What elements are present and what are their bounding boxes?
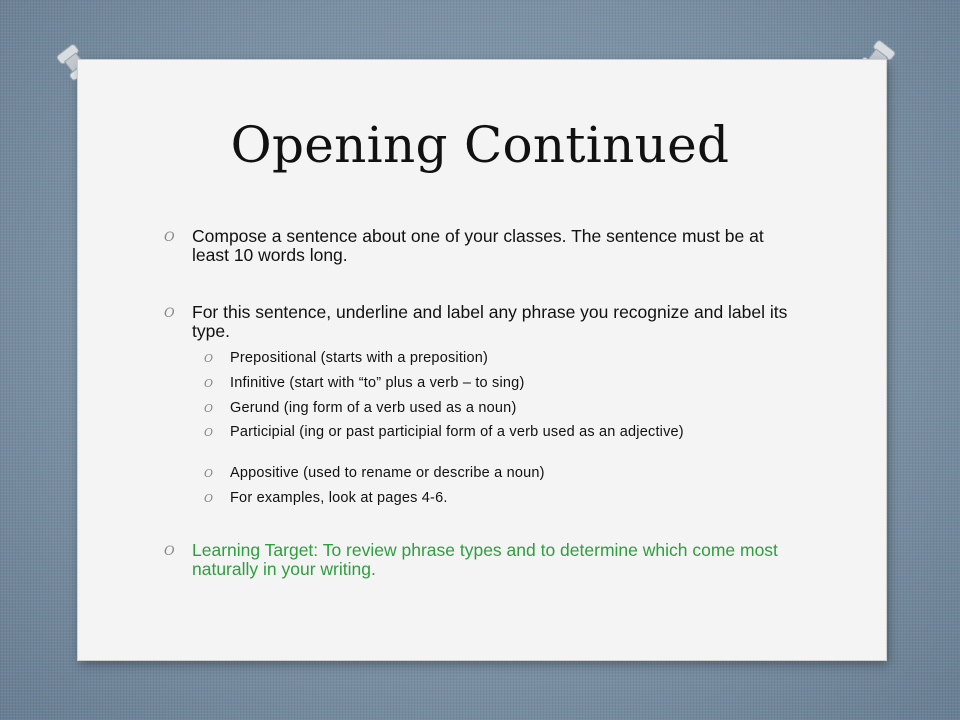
sub-bullet-item xyxy=(204,350,790,366)
bullet-o-icon: O xyxy=(204,492,214,505)
bullet-o-icon: O xyxy=(164,544,175,559)
bullet-o-icon: O xyxy=(204,467,214,480)
bullet-o-icon: O xyxy=(204,377,214,390)
sub-bullet-text: Prepositional (starts with a preposition) xyxy=(230,350,489,366)
sub-bullet-item xyxy=(204,424,790,440)
sub-bullet-item xyxy=(204,400,790,416)
sub-bullet-text: Appositive (used to rename or describe a noun) xyxy=(230,465,545,481)
sub-bullet-item xyxy=(204,465,790,481)
sub-bullet-text: For examples, look at pages 4-6. xyxy=(230,490,448,506)
learning-target-text: Learning Target: To review phrase types and to determine which come most naturally in your writing. xyxy=(192,540,778,579)
bullet-item xyxy=(164,302,792,341)
sub-bullet-item xyxy=(204,375,790,391)
sub-bullet-item xyxy=(204,490,790,506)
sub-bullet-text: Gerund (ing form of a verb used as a noun) xyxy=(230,400,517,416)
bullet-o-icon: O xyxy=(164,306,175,321)
sub-bullet-text: Infinitive (start with “to” plus a verb – to sing) xyxy=(230,375,525,391)
bullet-item xyxy=(164,226,792,265)
bullet-o-icon: O xyxy=(204,402,214,415)
bullet-o-icon: O xyxy=(204,352,214,365)
learning-target xyxy=(164,540,792,579)
bullet-text: Compose a sentence about one of your classes. The sentence must be at least 10 words long. xyxy=(192,226,764,265)
bullet-text: For this sentence, underline and label any phrase you recognize and label its type. xyxy=(192,302,788,341)
slide-title: Opening Continued xyxy=(230,116,730,174)
sub-bullet-text: Participial (ing or past participial form of a verb used as an adjective) xyxy=(230,424,684,440)
bullet-o-icon: O xyxy=(204,426,214,439)
bullet-o-icon: O xyxy=(164,230,175,245)
